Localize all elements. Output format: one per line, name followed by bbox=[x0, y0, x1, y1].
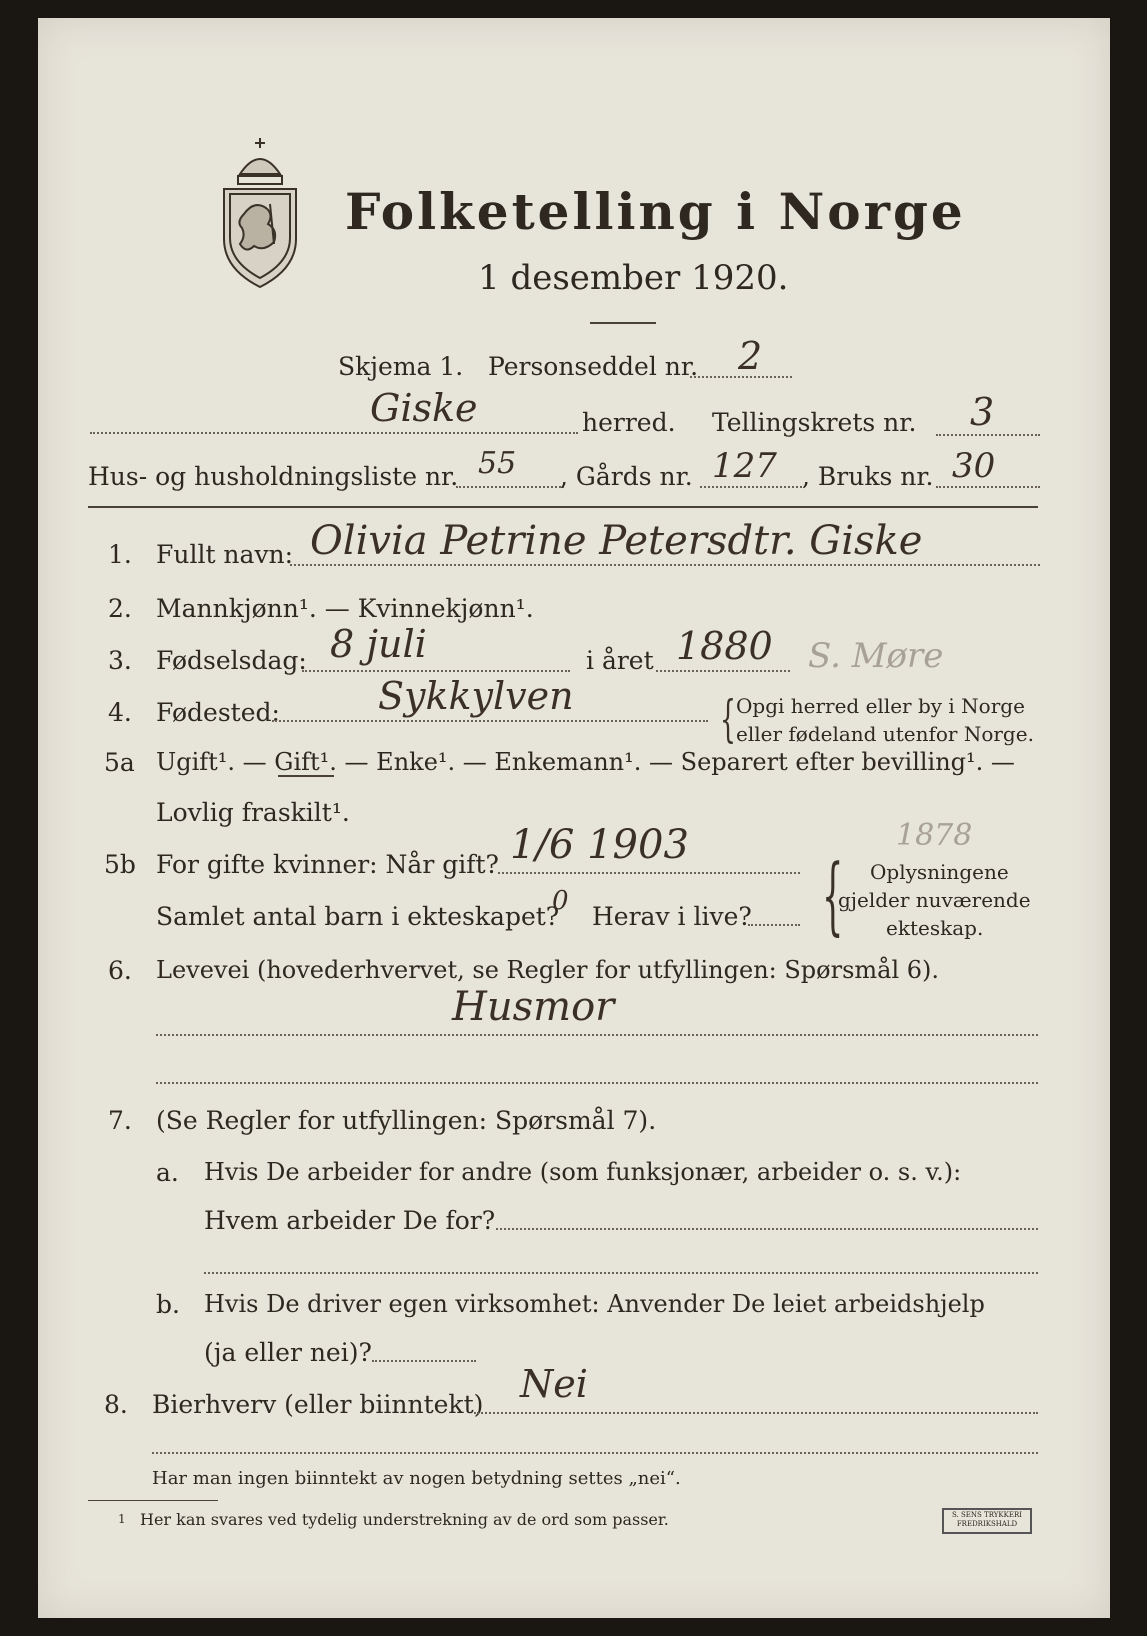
q3-day-line bbox=[302, 670, 570, 672]
q8-line2 bbox=[152, 1452, 1038, 1454]
q7b-line1: Hvis De driver egen virksomhet: Anvender De leiet arbeidshjelp bbox=[204, 1290, 985, 1318]
bruks-line bbox=[936, 486, 1040, 488]
q5b-note-line1: Oplysningene bbox=[870, 860, 1009, 884]
header-divider bbox=[88, 506, 1038, 508]
q1-line bbox=[290, 564, 1040, 566]
form-title: Folketelling i Norge bbox=[345, 182, 966, 241]
q4-label: Fødested: bbox=[156, 698, 280, 727]
husliste-label: Hus- og husholdningsliste nr. bbox=[88, 462, 459, 491]
q5b-margin-year: 1878 bbox=[896, 818, 973, 853]
gards-value: 127 bbox=[712, 446, 777, 486]
q3-day-value: 8 juli bbox=[330, 622, 427, 666]
q8-value: Nei bbox=[520, 1362, 588, 1406]
q8-number: 8. bbox=[104, 1390, 128, 1419]
herred-line bbox=[90, 432, 578, 434]
tellingskrets-value: 3 bbox=[970, 390, 995, 434]
tellingskrets-label: Tellingskrets nr. bbox=[712, 408, 917, 437]
q6-label: Levevei (hovederhvervet, se Regler for utfyllingen: Spørsmål 6). bbox=[156, 956, 940, 984]
bruks-label: , Bruks nr. bbox=[802, 462, 934, 491]
q3-label: Fødselsdag: bbox=[156, 646, 307, 675]
q7a-answer-line bbox=[496, 1228, 1038, 1230]
q3-year-label: i året bbox=[586, 646, 654, 675]
bruks-value: 30 bbox=[952, 446, 996, 486]
husliste-value: 55 bbox=[478, 446, 517, 481]
gards-label: , Gårds nr. bbox=[560, 462, 693, 491]
q3-margin-note: S. Møre bbox=[808, 636, 944, 676]
q4-note-line2: eller fødeland utenfor Norge. bbox=[736, 722, 1034, 746]
schema-label: Skjema 1. bbox=[338, 352, 464, 381]
q5a-line2: Lovlig fraskilt¹. bbox=[156, 798, 350, 827]
q5b-married-value: 1/6 1903 bbox=[510, 822, 689, 868]
q6-value: Husmor bbox=[452, 984, 615, 1030]
coat-of-arms-icon bbox=[214, 134, 306, 292]
q1-label: Fullt navn: bbox=[156, 540, 294, 569]
q4-note-line1: Opgi herred eller by i Norge bbox=[736, 694, 1025, 718]
q7a-line2: Hvem arbeider De for? bbox=[204, 1206, 496, 1235]
personseddel-label: Personseddel nr. bbox=[488, 352, 699, 381]
q6-line1 bbox=[156, 1034, 1038, 1036]
husliste-line bbox=[456, 486, 564, 488]
q7b-answer-line bbox=[372, 1360, 476, 1362]
q5b-number: 5b bbox=[104, 850, 136, 879]
q7a-answer-line2 bbox=[204, 1272, 1038, 1274]
q5b-note-line2: gjelder nuværende bbox=[838, 888, 1031, 912]
q3-year-line bbox=[656, 670, 790, 672]
footnote: Her kan svares ved tydelig understrekning av de ord som passer. bbox=[140, 1510, 669, 1529]
q3-year-value: 1880 bbox=[676, 624, 773, 668]
gift-underline bbox=[278, 775, 334, 777]
q4-number: 4. bbox=[108, 698, 132, 727]
q5a-line1: Ugift¹. — Gift¹. — Enke¹. — Enkemann¹. — Separert efter bevilling¹. — bbox=[156, 748, 1015, 776]
gards-line bbox=[700, 486, 802, 488]
q5b-note-line3: ekteskap. bbox=[886, 916, 984, 940]
q3-number: 3. bbox=[108, 646, 132, 675]
q7-label: (Se Regler for utfyllingen: Spørsmål 7). bbox=[156, 1106, 657, 1135]
herred-label: herred. bbox=[582, 408, 676, 437]
tellingskrets-line bbox=[936, 434, 1040, 436]
q5b-label3: Herav i live? bbox=[592, 902, 752, 931]
printer-stamp: S. SENS TRYKKERI FREDRIKSHALD bbox=[942, 1508, 1032, 1534]
q1-value: Olivia Petrine Petersdtr. Giske bbox=[310, 518, 923, 564]
q8-line bbox=[474, 1412, 1038, 1414]
q7a-letter: a. bbox=[156, 1158, 179, 1187]
footer-note: Har man ingen biinntekt av nogen betydning settes „nei“. bbox=[152, 1468, 681, 1489]
q6-number: 6. bbox=[108, 956, 132, 985]
q5b-alive-line bbox=[748, 924, 800, 926]
census-date: 1 desember 1920. bbox=[478, 258, 789, 298]
q6-line2 bbox=[156, 1082, 1038, 1084]
q5b-brace: { bbox=[822, 846, 844, 944]
q7b-line2: (ja eller nei)? bbox=[204, 1338, 372, 1367]
q2-number: 2. bbox=[108, 594, 132, 623]
title-divider bbox=[590, 322, 656, 324]
q8-label: Bierhverv (eller biinntekt) bbox=[152, 1390, 484, 1419]
herred-value: Giske bbox=[370, 386, 478, 430]
q1-number: 1. bbox=[108, 540, 132, 569]
personseddel-value: 2 bbox=[738, 334, 763, 378]
q7a-line1: Hvis De arbeider for andre (som funksjonær, arbeider o. s. v.): bbox=[204, 1158, 962, 1186]
q7b-letter: b. bbox=[156, 1290, 180, 1319]
q5b-married-line bbox=[498, 872, 800, 874]
q7-number: 7. bbox=[108, 1106, 132, 1135]
q5b-children-value: 0 bbox=[552, 886, 569, 916]
q4-line bbox=[272, 720, 708, 722]
q2-label: Mannkjønn¹. — Kvinnekjønn¹. bbox=[156, 594, 534, 623]
footnote-divider bbox=[88, 1500, 218, 1501]
q5a-number: 5a bbox=[104, 748, 135, 777]
q4-brace: { bbox=[719, 690, 736, 748]
q4-value: Sykkylven bbox=[378, 674, 574, 718]
q5b-label2: Samlet antal barn i ekteskapet? bbox=[156, 902, 560, 931]
q5b-label1: For gifte kvinner: Når gift? bbox=[156, 850, 499, 879]
footnote-mark: 1 bbox=[118, 1512, 126, 1526]
